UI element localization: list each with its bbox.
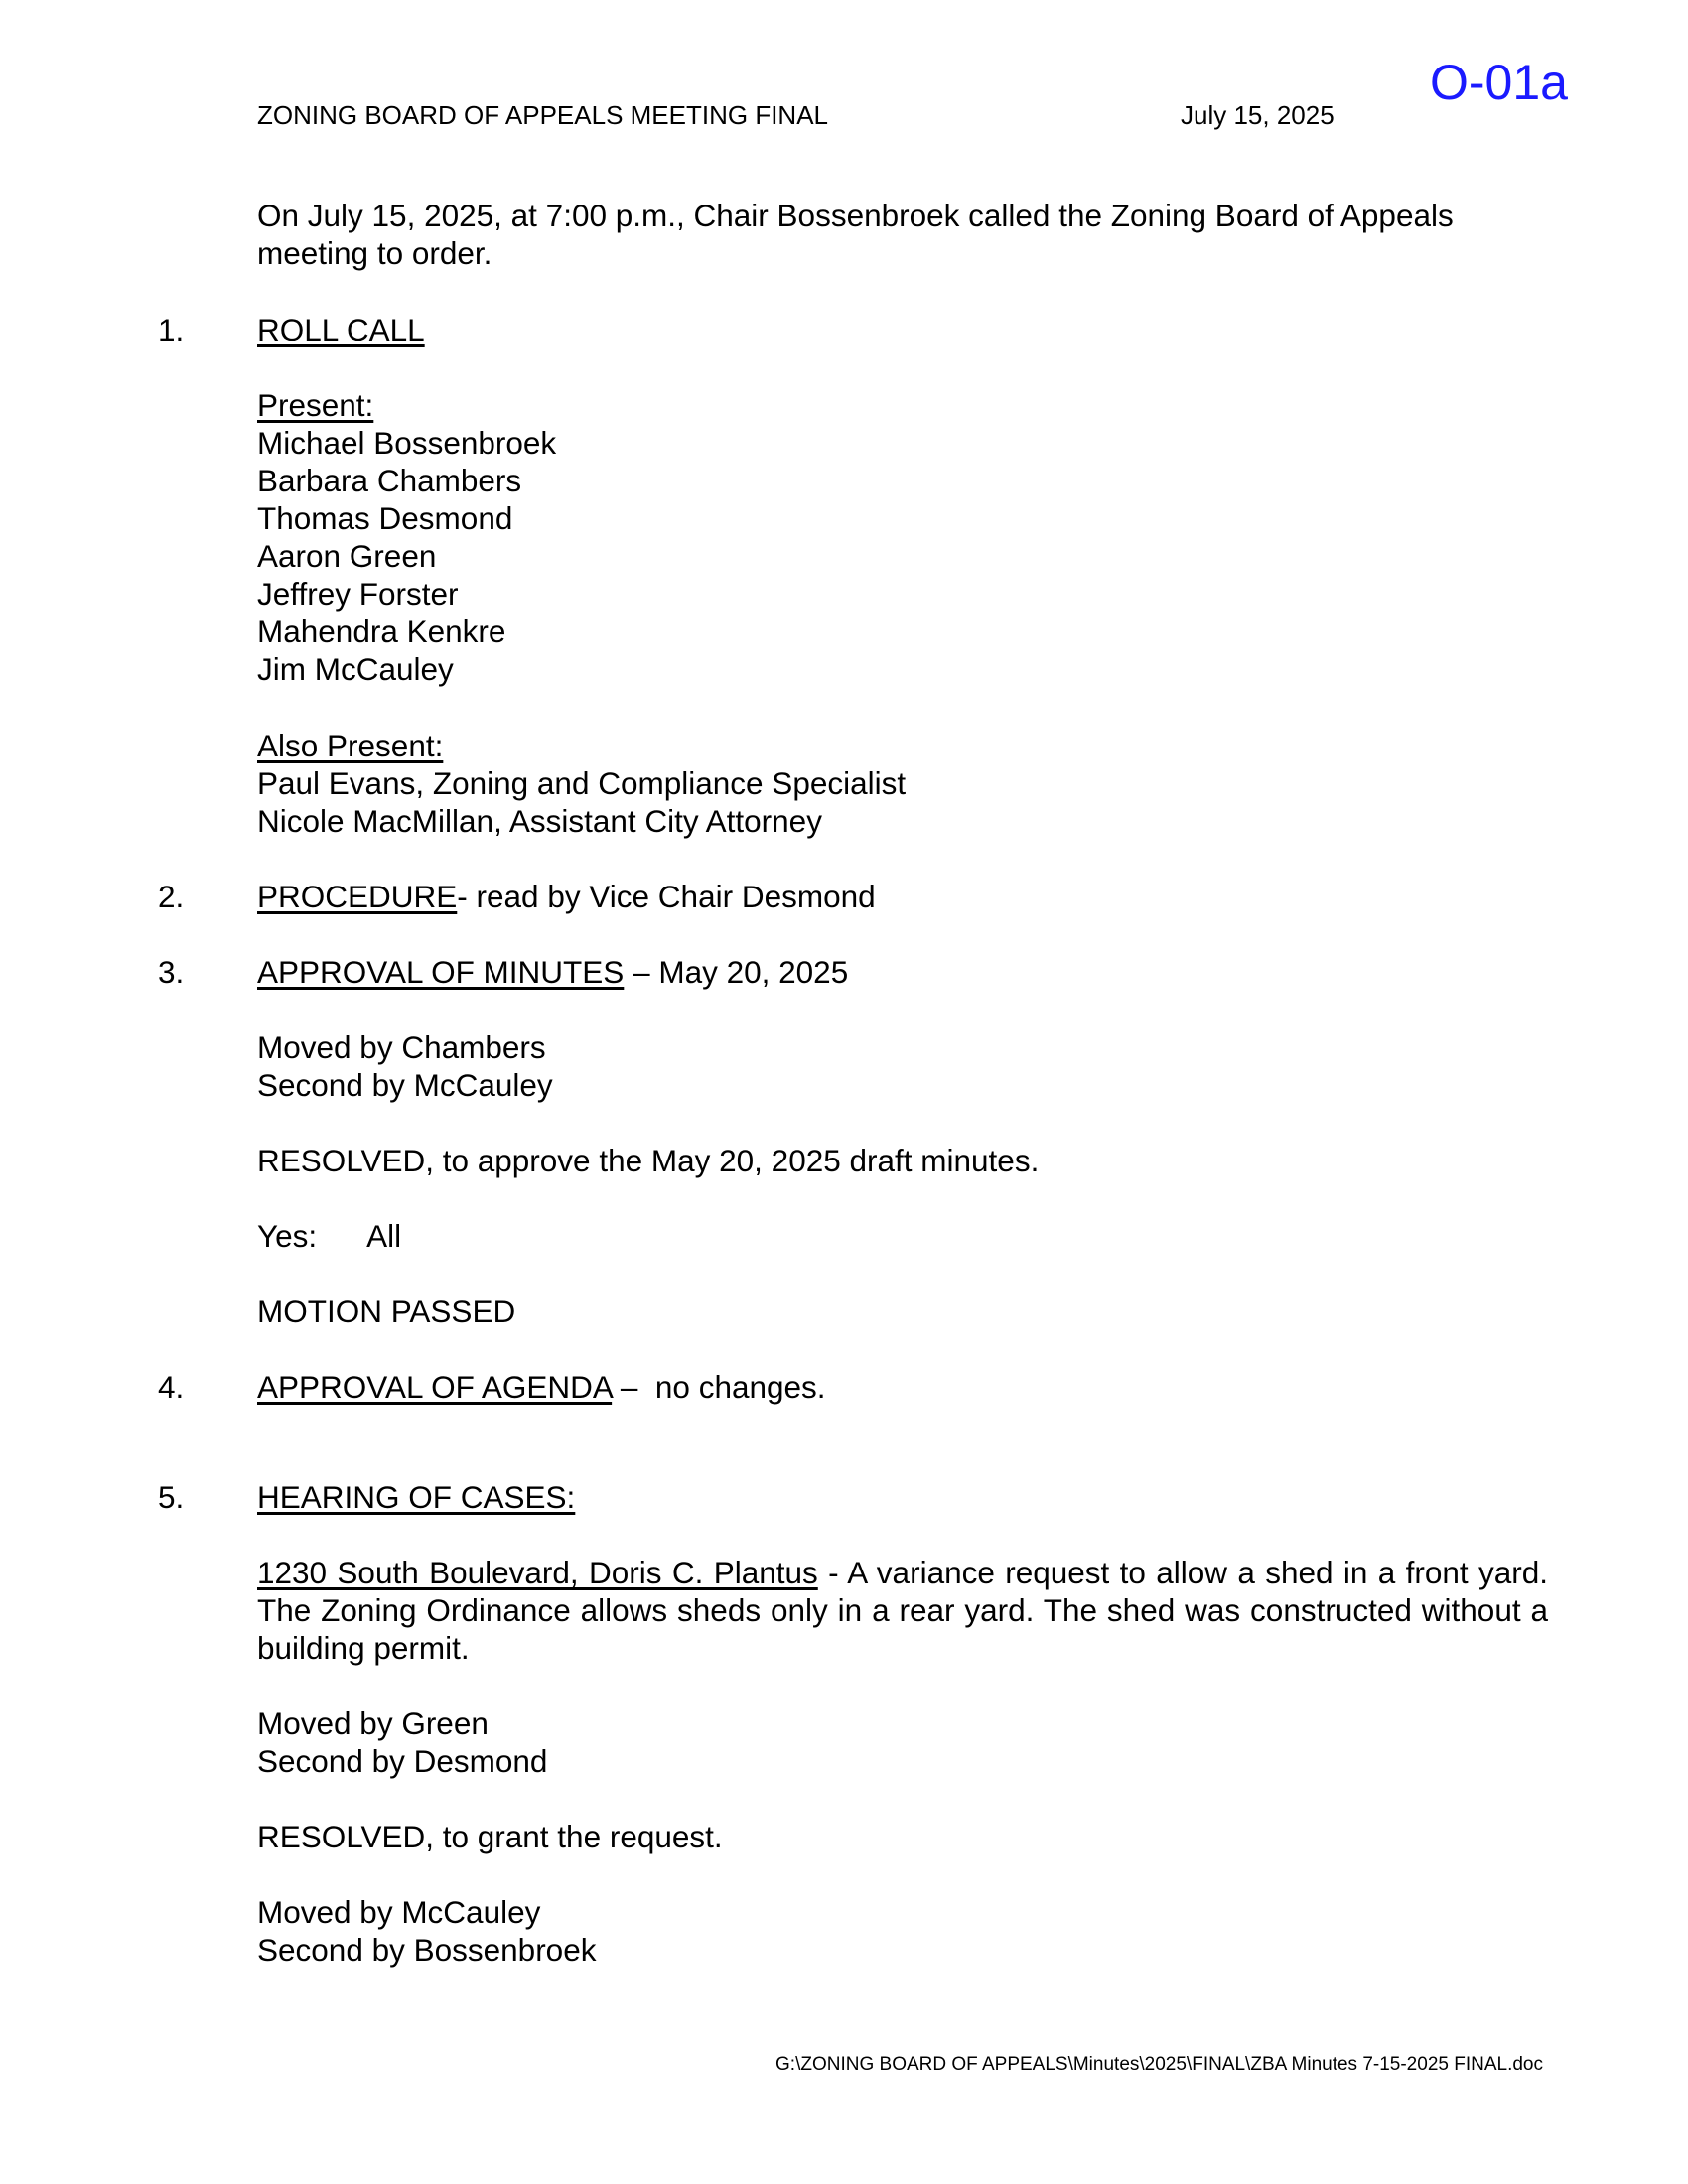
section-heading-procedure: PROCEDURE bbox=[257, 879, 458, 914]
vote-value: All bbox=[366, 1218, 402, 1254]
present-member: Aaron Green bbox=[257, 538, 437, 574]
present-member: Michael Bossenbroek bbox=[257, 425, 557, 461]
section-heading-agenda: APPROVAL OF AGENDA bbox=[257, 1369, 613, 1405]
case-moved-by: Moved by McCauley bbox=[257, 1894, 541, 1930]
case-second-by: Second by Desmond bbox=[257, 1743, 548, 1779]
present-member: Barbara Chambers bbox=[257, 463, 522, 498]
case-second-by: Second by Bossenbroek bbox=[257, 1932, 597, 1968]
case-text: - A variance request to allow a shed in a front yard. The Zoning Ordinance allows sheds only in a rear yard. The shed was constructed without a building permit. bbox=[257, 1555, 1548, 1666]
also-present-person: Nicole MacMillan, Assistant City Attorney bbox=[257, 803, 822, 839]
minutes-resolution: RESOLVED, to approve the May 20, 2025 draft minutes. bbox=[257, 1143, 1040, 1178]
agenda-line bbox=[257, 1368, 826, 1406]
section-number-cases: 5. bbox=[158, 1479, 185, 1515]
header-title: ZONING BOARD OF APPEALS MEETING FINAL bbox=[257, 100, 828, 130]
motion-result: MOTION PASSED bbox=[257, 1294, 516, 1329]
case-title: 1230 South Boulevard, Doris C. Plantus bbox=[257, 1555, 818, 1590]
present-member: Jeffrey Forster bbox=[257, 576, 459, 612]
intro-paragraph: On July 15, 2025, at 7:00 p.m., Chair Bossenbroek called the Zoning Board of Appeals meeting to order. bbox=[257, 198, 1454, 271]
present-label: Present: bbox=[257, 387, 374, 423]
section-heading-cases: HEARING OF CASES: bbox=[257, 1479, 576, 1515]
present-member: Mahendra Kenkre bbox=[257, 614, 506, 649]
present-member: Thomas Desmond bbox=[257, 500, 513, 536]
agenda-item-stamp: O-01a bbox=[1430, 55, 1568, 110]
minutes-line bbox=[257, 953, 848, 991]
also-present-label: Also Present: bbox=[257, 728, 444, 763]
minutes-moved-by: Moved by Chambers bbox=[257, 1029, 546, 1065]
agenda-text: – no changes. bbox=[612, 1369, 826, 1405]
section-number-roll-call: 1. bbox=[158, 312, 185, 347]
procedure-text: - read by Vice Chair Desmond bbox=[457, 879, 876, 914]
header-date: July 15, 2025 bbox=[1181, 100, 1335, 130]
section-heading-roll-call: ROLL CALL bbox=[257, 312, 425, 347]
section-number-agenda: 4. bbox=[158, 1369, 185, 1405]
section-number-procedure: 2. bbox=[158, 879, 185, 914]
minutes-vote bbox=[257, 1217, 401, 1255]
section-number-minutes: 3. bbox=[158, 954, 185, 990]
present-member: Jim McCauley bbox=[257, 651, 454, 687]
also-present-person: Paul Evans, Zoning and Compliance Specialist bbox=[257, 765, 907, 801]
vote-label: Yes: bbox=[257, 1218, 318, 1254]
case-description bbox=[257, 1554, 1548, 1667]
minutes-date: – May 20, 2025 bbox=[624, 954, 849, 990]
minutes-second-by: Second by McCauley bbox=[257, 1067, 553, 1103]
case-moved-by: Moved by Green bbox=[257, 1706, 489, 1741]
case-resolution: RESOLVED, to grant the request. bbox=[257, 1819, 723, 1854]
procedure-line bbox=[257, 878, 876, 915]
file-path-footer: G:\ZONING BOARD OF APPEALS\Minutes\2025\FINAL\ZBA Minutes 7-15-2025 FINAL.doc bbox=[775, 2054, 1543, 2075]
section-heading-minutes: APPROVAL OF MINUTES bbox=[257, 954, 625, 990]
